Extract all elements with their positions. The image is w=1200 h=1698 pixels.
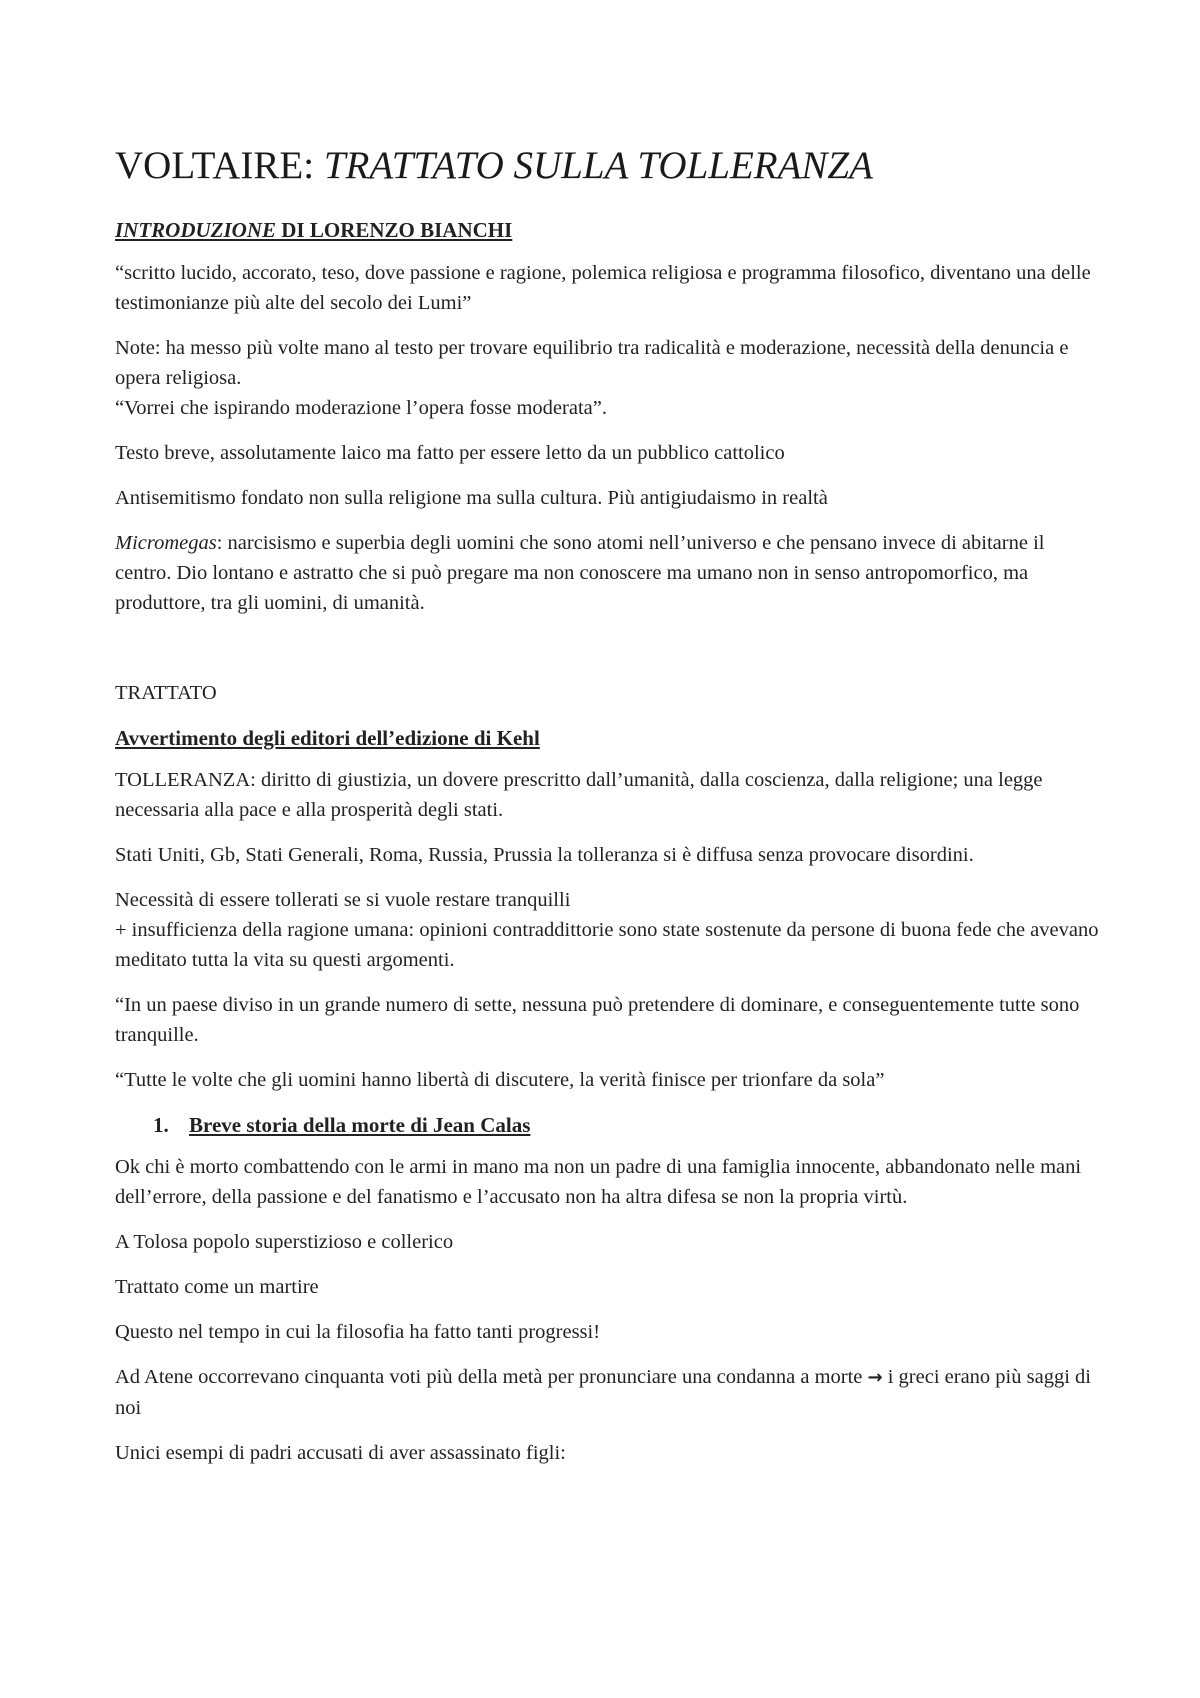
- document-title: [115, 142, 1100, 190]
- paragraph-padre: Ok chi è morto combattendo con le armi in mano ma non un padre di una famiglia innocente, abbandonato nelle mani dell’errore, della passione e del fanatismo e l’accusato non ha altra difesa se non la propria virtù.: [115, 1156, 1082, 1208]
- paragraph-quote-verita: “Tutte le volte che gli uomini hanno libertà di discutere, la verità finisce per trionfare da sola”: [115, 1069, 885, 1091]
- introduction-heading: [115, 216, 1100, 244]
- atene-conclusion: i greci erano più saggi di noi: [115, 1366, 1091, 1419]
- numbered-heading-number: 1.: [153, 1113, 169, 1137]
- paragraph-necessita: Necessità di essere tollerati se si vuole restare tranquilli: [115, 889, 571, 911]
- paragraph-text-brief: Testo breve, assolutamente laico ma fatto per essere letto da un pubblico cattolico: [115, 442, 785, 464]
- numbered-heading-title: Breve storia della morte di Jean Calas: [189, 1113, 531, 1137]
- paragraph-atene: [115, 1362, 1100, 1423]
- sub-heading-avvertimento: Avvertimento degli editori dell’edizione di Kehl: [115, 726, 540, 750]
- atene-text: Ad Atene occorrevano cinquanta voti più della metà per pronunciare una condanna a morte: [115, 1366, 868, 1388]
- introduction-heading-author: DI LORENZO BIANCHI: [276, 218, 513, 242]
- paragraph-tolosa: A Tolosa popolo superstizioso e collerico: [115, 1231, 454, 1253]
- title-work: TRATTATO SULLA TOLLERANZA: [323, 144, 873, 187]
- paragraph-martire: Trattato come un martire: [115, 1276, 319, 1298]
- paragraph-quote-sette: “In un paese diviso in un grande numero di sette, nessuna può pretendere di dominare, e conseguentemente tutte sono tranquille.: [115, 994, 1080, 1046]
- introduction-heading-italic: INTRODUZIONE: [115, 218, 277, 242]
- section-label-trattato: TRATTATO: [115, 682, 217, 704]
- spacer: [115, 633, 1100, 678]
- numbered-heading-calas: [153, 1110, 1100, 1140]
- micromegas-title: Micromegas: [115, 532, 217, 554]
- paragraph-tolleranza: TOLLERANZA: diritto di giustizia, un dovere prescritto dall’umanità, dalla coscienza, dalla religione; una legge necessaria alla pace e alla prosperità degli stati.: [115, 769, 1043, 821]
- paragraph-filosofia: Questo nel tempo in cui la filosofia ha fatto tanti progressi!: [115, 1321, 601, 1343]
- paragraph-esempi: Unici esempi di padri accusati di aver assassinato figli:: [115, 1442, 566, 1464]
- paragraph-note-quote: “Vorrei che ispirando moderazione l’opera fosse moderata”.: [115, 397, 607, 419]
- paragraph-insufficienza: + insufficienza della ragione umana: opinioni contraddittorie sono state sostenute da persone di buona fede che avevano meditato tutta la vita su questi argomenti.: [115, 919, 1099, 971]
- paragraph-stati: Stati Uniti, Gb, Stati Generali, Roma, Russia, Prussia la tolleranza si è diffusa senza provocare disordini.: [115, 844, 974, 866]
- arrow-right-icon: →: [867, 1367, 883, 1388]
- paragraph-note: Note: ha messo più volte mano al testo per trovare equilibrio tra radicalità e moderazione, necessità della denuncia e opera religiosa.: [115, 337, 1069, 389]
- micromegas-text: : narcisismo e superbia degli uomini che sono atomi nell’universo e che pensano invece di abitarne il centro. Dio lontano e astratto che si può pregare ma non conoscere ma umano non in senso antropomorfico, ma produttore, tra gli uomini, di umanità.: [115, 532, 1045, 614]
- title-author: VOLTAIRE:: [115, 144, 324, 187]
- paragraph-antisemitism: Antisemitismo fondato non sulla religione ma sulla cultura. Più antigiudaismo in realtà: [115, 487, 828, 509]
- paragraph-micromegas: [115, 528, 1100, 618]
- document-content: [115, 142, 1100, 1483]
- paragraph-quote-intro: “scritto lucido, accorato, teso, dove passione e ragione, polemica religiosa e programma filosofico, diventano una delle testimonianze più alte del secolo dei Lumi”: [115, 262, 1091, 314]
